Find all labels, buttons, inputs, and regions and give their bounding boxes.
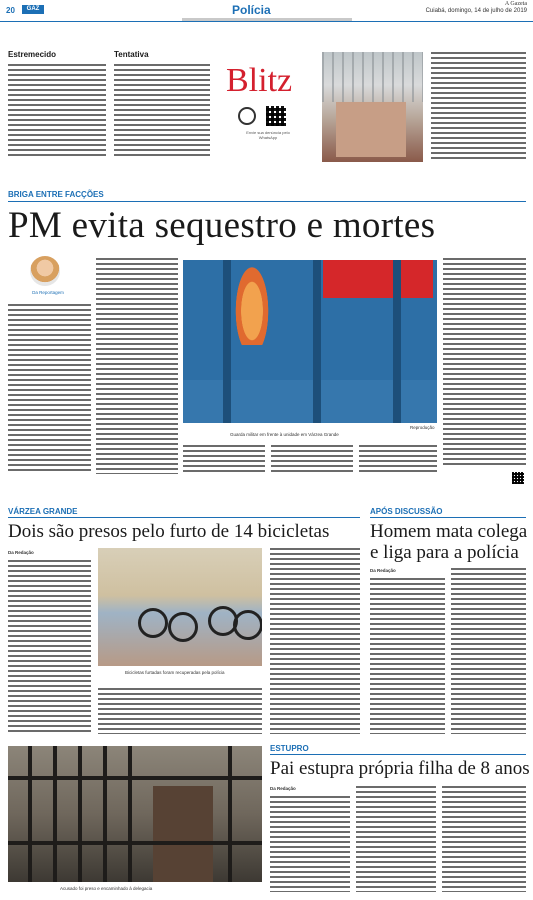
- story4-kicker: ESTUPRO: [270, 744, 309, 753]
- bike-wheel: [138, 608, 168, 638]
- jail-door-shape: [153, 786, 213, 882]
- main-text-col1: [8, 304, 91, 474]
- main-photo-caption: Guarda militar em frente à unidade em Várzea Grande: [230, 432, 339, 437]
- story3-kicker: APÓS DISCUSSÃO: [370, 507, 443, 516]
- main-photo: [183, 260, 437, 423]
- main-qr-code: [512, 472, 524, 484]
- column-title-1: Estremecido: [8, 50, 57, 59]
- main-byline: Da Reportagem: [32, 290, 64, 295]
- main-text-col4: [271, 445, 353, 475]
- story3-headline-line1: Homem mata colega: [370, 521, 528, 542]
- story4-text-col1: [270, 796, 350, 892]
- story4-rule: [270, 754, 526, 755]
- section-title: Polícia: [232, 3, 271, 17]
- column-text-3: [431, 52, 526, 160]
- photo-fire-shape: [233, 260, 271, 345]
- story2-text-col1: [8, 560, 91, 735]
- main-text-col5: [359, 445, 437, 475]
- issue-date: Cuiabá, domingo, 14 de julho de 2019: [425, 8, 527, 14]
- jail-bar: [103, 746, 107, 882]
- story4-text-col2: [356, 786, 436, 892]
- main-photo-credit: Reprodução: [410, 425, 435, 430]
- story3-byline: Da Redação: [370, 568, 396, 573]
- bike-wheel: [168, 612, 198, 642]
- qr-code: [266, 106, 286, 126]
- main-text-col6: [443, 258, 526, 468]
- jail-bar-horizontal: [8, 841, 262, 845]
- main-kicker: BRIGA ENTRE FACÇÕES: [8, 190, 104, 199]
- jail-bar: [228, 746, 232, 882]
- story3-text-col2: [451, 568, 526, 734]
- story3-headline-line2: e liga para a polícia: [370, 542, 519, 563]
- bike-wheel: [233, 610, 262, 640]
- fence-shape: [322, 52, 423, 102]
- column-text-2: [114, 64, 210, 159]
- jail-bar: [128, 746, 132, 882]
- story2-text-col3: [270, 548, 360, 734]
- column-text-1: [8, 64, 106, 159]
- photo-bar: [393, 260, 401, 423]
- paper-name: A Gazeta: [504, 1, 527, 7]
- story4-photo-caption: Acusado foi preso e encaminhado à delegacia: [60, 886, 153, 891]
- jail-bar: [28, 746, 32, 882]
- photo-bar: [223, 260, 231, 423]
- author-avatar: [30, 256, 60, 286]
- main-text-col2: [96, 258, 178, 474]
- story3-text-col1: [370, 578, 445, 734]
- jail-bar: [78, 746, 82, 882]
- story4-headline: Pai estupra própria filha de 8 anos: [270, 758, 530, 779]
- wall-shape: [336, 102, 406, 157]
- jail-photo: [8, 746, 262, 882]
- story2-headline: Dois são presos pelo furto de 14 bicicletas: [8, 521, 330, 542]
- jail-bar: [53, 746, 57, 882]
- main-text-col3: [183, 445, 265, 475]
- story2-text-col2: [98, 688, 262, 734]
- jail-bar-horizontal: [8, 776, 262, 780]
- story2-rule: [8, 517, 360, 518]
- blitz-logo: Blitz: [226, 62, 293, 99]
- kicker-rule: [8, 201, 526, 202]
- header-rule: [0, 21, 533, 22]
- brand-badge: GAZ: [22, 5, 44, 14]
- whatsapp-caption: Envie sua denúncia pelo WhatsApp: [246, 130, 290, 140]
- whatsapp-icon: [238, 107, 256, 125]
- bikes-photo: [98, 548, 262, 666]
- photo-red-panel: [323, 260, 433, 298]
- story2-photo-caption: Bicicletas furtadas foram recuperadas pela polícia: [125, 670, 225, 675]
- story4-text-col3: [442, 786, 526, 892]
- column-title-2: Tentativa: [114, 50, 149, 59]
- page-number: 20: [6, 6, 15, 15]
- photo-bar: [313, 260, 321, 423]
- story3-rule: [370, 517, 526, 518]
- main-headline: PM evita sequestro e mortes: [8, 205, 436, 246]
- story2-byline: Da Redação: [8, 550, 34, 555]
- story2-kicker: VÁRZEA GRANDE: [8, 507, 78, 516]
- top-photo: [322, 52, 423, 162]
- story4-byline: Da Redação: [270, 786, 296, 791]
